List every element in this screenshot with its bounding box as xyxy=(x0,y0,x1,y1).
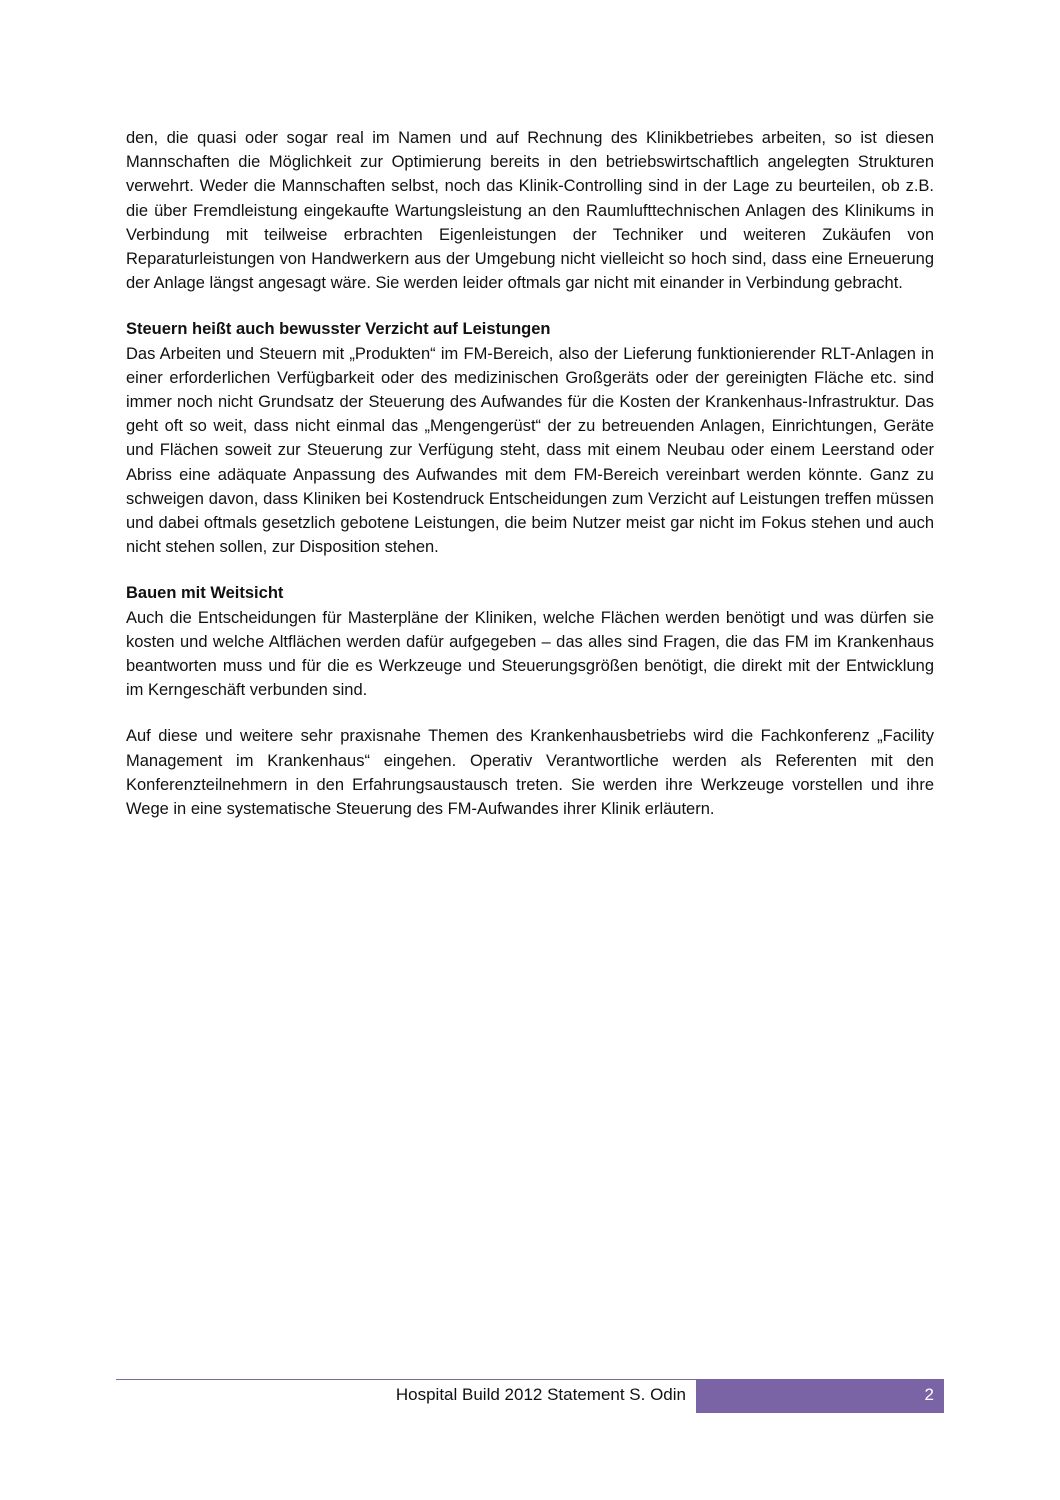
paragraph-steuern: Das Arbeiten und Steuern mit „Produkten“ im FM-Bereich, also der Lieferung funktionierender RLT-Anlagen in einer erforderlichen Verfügbarkeit oder des medizinischen Großgeräts oder der gereinigten Fläche etc. sind immer noch nicht Grundsatz der Steuerung des Aufwandes für die Kosten der Krankenhaus-Infrastruktur. Das geht oft so weit, dass nicht einmal das „Mengengerüst“ der zu betreuenden Anlagen, Einrichtungen, Geräte und Flächen soweit zur Steuerung zur Verfügung steht, dass mit einem Neubau oder einem Leerstand oder Abriss eine adäquate Anpassung des Aufwandes mit dem FM-Bereich vereinbart werden könnte. Ganz zu schweigen davon, dass Kliniken bei Kostendruck Entscheidungen zum Verzicht auf Leistungen treffen müssen und dabei oftmals gesetzlich gebotene Leistungen, die beim Nutzer meist gar nicht im Fokus stehen und auch nicht stehen sollen, zur Disposition stehen. xyxy=(126,344,934,557)
page-number: 2 xyxy=(924,1385,934,1404)
footer-divider xyxy=(116,1379,696,1380)
paragraph-bauen: Auch die Entscheidungen für Masterpläne der Kliniken, welche Flächen werden benötigt und was dürfen sie kosten und welche Altflächen werden dafür aufgegeben – das alles sind Fragen, die das FM im Krankenhaus beantworten muss und für die es Werkzeuge und Steuerungsgrößen benötigt, die direkt mit der Entwicklung im Kerngeschäft verbunden sind. xyxy=(126,608,934,700)
page-footer xyxy=(116,1379,944,1413)
paragraph-intro: den, die quasi oder sogar real im Namen und auf Rechnung des Klinikbetriebes arbeiten, so ist diesen Mannschaften die Möglichkeit zur Optimierung bereits in den betriebswirtschaftlich angelegten Strukturen verwehrt. Weder die Mannschaften selbst, noch das Klinik-Controlling sind in der Lage zu beurteilen, ob z.B. die über Fremdleistung eingekaufte Wartungsleistung an den Raumlufttechnischen Anlagen des Klinikums in Verbindung mit teilweise erbrachten Eigenleistungen der Techniker und weiteren Zukäufen von Reparaturleistungen von Handwerkern aus der Umgebung nicht vielleicht so hoch sind, dass eine Erneuerung der Anlage längst angesagt wäre. Sie werden leider oftmals gar nicht mit einander in Verbindung gebracht. xyxy=(126,129,934,293)
paragraph-spacer xyxy=(126,559,934,581)
footer-title: Hospital Build 2012 Statement S. Odin xyxy=(395,1385,686,1404)
footer-page-box xyxy=(696,1379,944,1413)
document-body xyxy=(126,126,934,821)
section-heading-bauen: Bauen mit Weitsicht xyxy=(126,584,284,603)
paragraph-spacer xyxy=(126,702,934,724)
paragraph-conference: Auf diese und weitere sehr praxisnahe Themen des Krankenhausbetriebs wird die Fachkonferenz „Facility Management im Krankenhaus“ eingehen. Operativ Verantwortliche werden als Referenten mit den Konferenzteilnehmern in den Erfahrungsaustausch treten. Sie werden ihre Werkzeuge vorstellen und ihre Wege in eine systematische Steuerung des FM-Aufwandes ihrer Klinik erläutern. xyxy=(126,727,934,819)
section-heading-steuern: Steuern heißt auch bewusster Verzicht auf Leistungen xyxy=(126,320,551,339)
paragraph-spacer xyxy=(126,295,934,317)
